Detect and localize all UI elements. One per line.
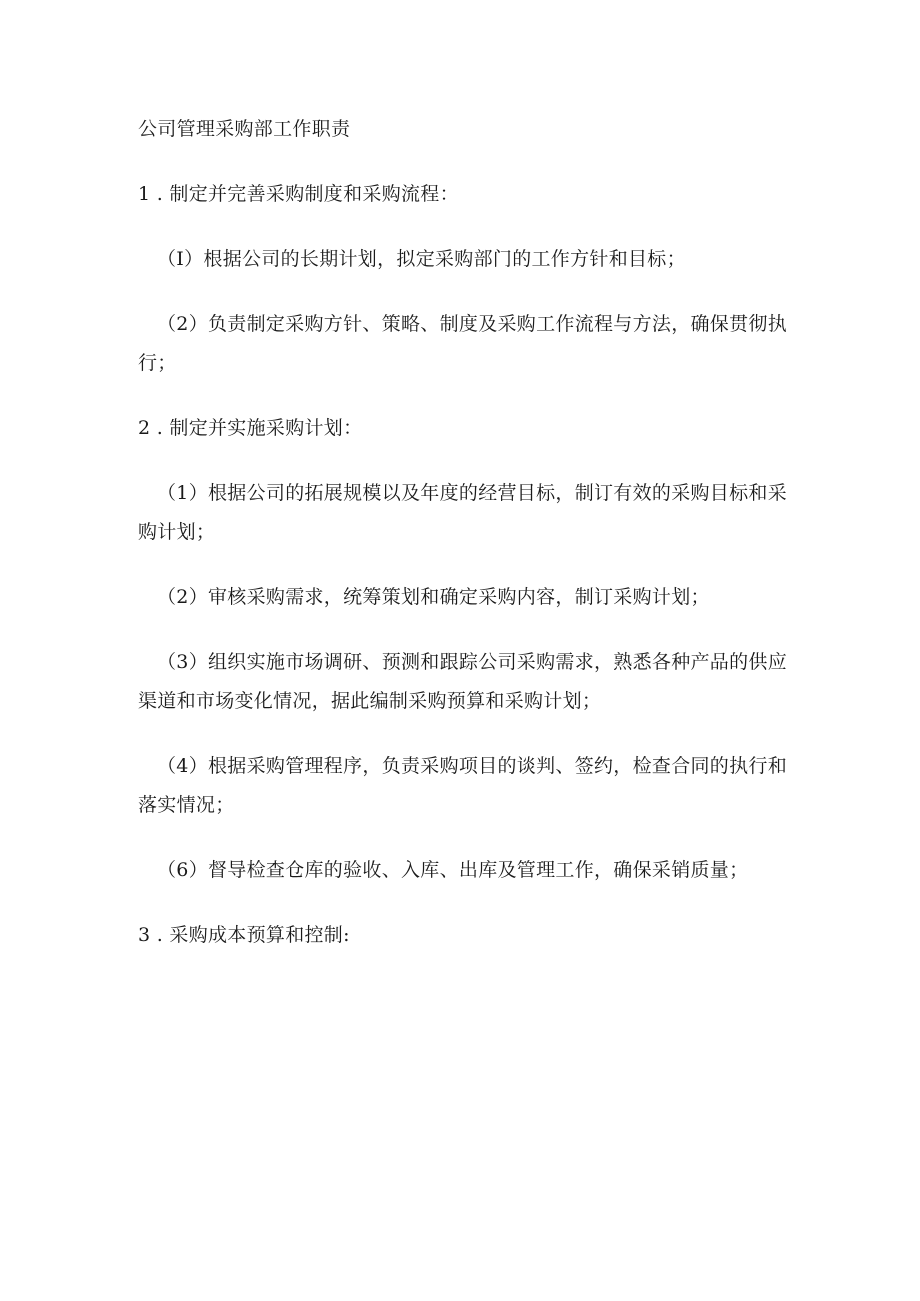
paragraph-2-3: （3）组织实施市场调研、预测和跟踪公司采购需求，熟悉各种产品的供应渠道和市场变化情况，据此编制采购预算和采购计划； xyxy=(138,651,787,712)
paragraph-1-2: （2）负责制定采购方针、策略、制度及采购工作流程与方法，确保贯彻执行； xyxy=(138,313,787,374)
section-heading-2: 2 . 制定并实施采购计划： xyxy=(138,417,363,439)
document-title: 公司管理采购部工作职责 xyxy=(138,118,351,140)
document-body xyxy=(138,110,788,981)
paragraph-2-6: （6）督导检查仓库的验收、入库、出库及管理工作，确保采销质量； xyxy=(157,859,749,881)
paragraph-2-2: （2）审核采购需求，统筹策划和确定采购内容，制订采购计划； xyxy=(157,586,710,608)
section-heading-1: 1 . 制定并完善采购制度和采购流程： xyxy=(138,183,459,205)
paragraph-2-1: （1）根据公司的拓展规模以及年度的经营目标，制订有效的采购目标和采购计划； xyxy=(138,482,787,543)
paragraph-1-1: （I）根据公司的长期计划，拟定采购部门的工作方针和目标； xyxy=(157,248,686,270)
paragraph-2-4: （4）根据采购管理程序，负责采购项目的谈判、签约，检查合同的执行和落实情况； xyxy=(138,755,787,816)
section-heading-3: 3 . 采购成本预算和控制: xyxy=(138,924,350,946)
